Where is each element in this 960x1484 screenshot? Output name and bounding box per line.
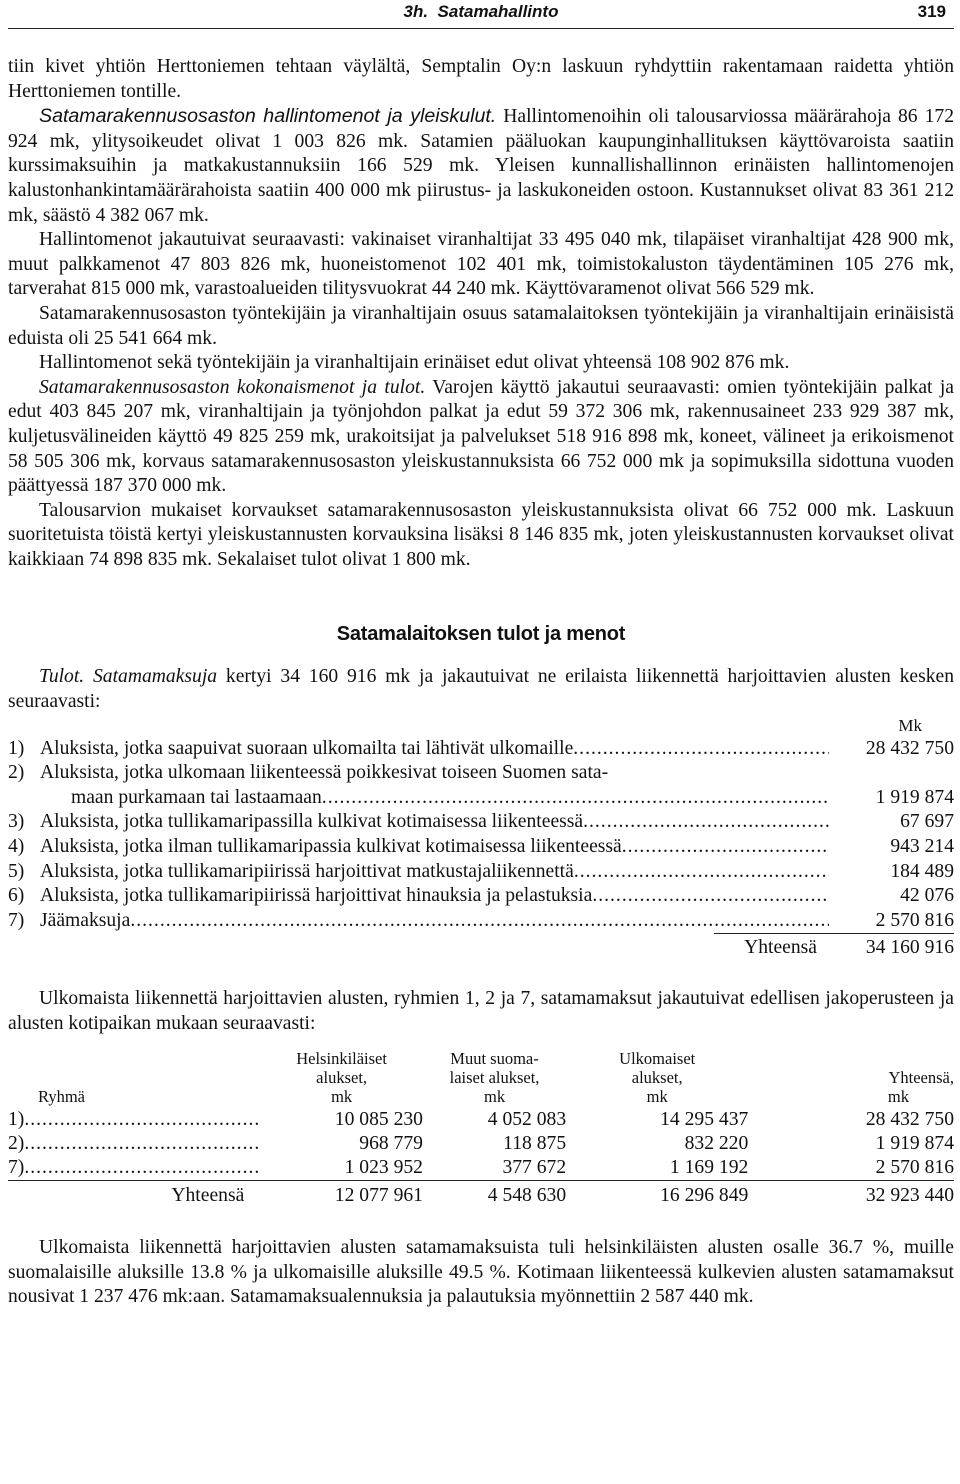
paragraph-6 [8,376,954,499]
cell-ulkomaiset: 832 220 [684,1133,749,1155]
item-text: Aluksista, jotka ilman tullikamaripassia kulkivat kotimaisessa liikenteessä [40,836,622,858]
list-item [8,909,954,934]
total-helsinki: 12 077 961 [260,1181,423,1209]
tulot-paragraph [8,665,954,714]
item-value: 1 919 874 [875,786,954,808]
page-number: 319 [917,2,946,21]
leader-dots [322,786,829,811]
cell-yhteensa: 28 432 750 [865,1109,954,1131]
item-number: 1) [8,737,25,759]
item-value: 943 214 [890,836,954,858]
leader-dots [573,737,829,762]
header-rule [8,28,954,29]
item-value: 28 432 750 [865,737,954,759]
leader-dots [622,835,829,860]
table-total-row [8,1181,954,1209]
leader-dots [24,1157,260,1178]
section-heading: Satamalaitoksen tulot ja menot [336,623,626,646]
item-value: 2 570 816 [875,909,954,931]
closing-text [8,1236,954,1310]
item-text-line-1: Aluksista, jotka ulkomaan liikenteessä poikkesivat toiseen Suomen sata- [40,762,609,784]
cell-ulkomaiset: 1 169 192 [669,1157,749,1179]
tulot-italic-lead: Tulot. Satamamaksuja [39,666,218,688]
col-header-yhteensa: Yhteensä, mk [887,1068,954,1107]
paragraph-6-text: Varojen käyttö jakautui seuraavasti: omien työntekijäin palkat ja edut 403 845 207 mk, viranhaltijain ja työnjohdon palkat ja edut 59 372 306 mk, rakennusaineet 233 929 387 mk, kuljetusvälineiden käyttö 49 825 259 mk, urakoitsijat ja palvelukset 518 916 898 mk, koneet, välineet ja erikoismenot 58 505 306 mk, korvaus satamarakennusosaston yleiskustannuksista 66 752 000 mk ja sopimuksilla sidottuna vuoden päättyessä 187 370 000 mk. [8,376,954,497]
col-header-helsinki: Helsinkiläiset alukset, mk [296,1049,387,1107]
leader-dots [583,810,829,835]
cell-ulkomaiset: 14 295 437 [660,1109,749,1131]
table-header-row [8,1049,954,1108]
item-value: 67 697 [900,811,954,833]
unit-header: Mk [898,715,922,735]
list-item [8,860,954,885]
total-label: Yhteensä [8,1181,260,1209]
cell-helsinki: 968 779 [359,1133,423,1155]
cell-helsinki: 10 085 230 [334,1109,423,1131]
item-text: Aluksista, jotka tullikamaripassilla kulkivat kotimaisessa liikenteessä [40,811,584,833]
paragraph-1: tiin kivet yhtiön Herttoniemen tehtaan väylältä, Semptalin Oy:n laskuun ryhdyttiin rakentamaan raidetta yhtiön Herttoniemen tontille. [8,56,954,102]
cell-yhteensa: 1 919 874 [875,1133,954,1155]
body-text [8,55,954,572]
row-group: 2) [8,1133,25,1155]
tulot-text: kertyi 34 160 916 mk ja jakautuivat ne erilaista liikennettä harjoittavien alusten kesken seuraavasti: [8,666,954,713]
ryhma-intro [8,987,954,1036]
paragraph-6-italic-lead: Satamarakennusosaston kokonaismenot ja tulot. [39,376,426,398]
list-item [8,761,954,810]
leader-dots [130,909,829,934]
paragraph-9: Ulkomaista liikennettä harjoittavien alusten satamamaksuista tuli helsinkiläisten alusten osalle 36.7 %, muille suomalaisille aluksille 13.8 % ja ulkomaisille aluksille 49.5 %. Kotimaan liikenteessä kulkevien alusten satamamaksut nousivat 1 237 476 mk:aan. Satamamaksualennuksia ja palautuksia myönnettiin 2 587 440 mk. [8,1237,954,1308]
item-text: Jäämaksuja [40,909,131,931]
list-item [8,737,954,762]
item-text: Aluksista, jotka saapuivat suoraan ulkomailta tai lähtivät ulkomaille [40,737,574,759]
item-value: 184 489 [890,860,954,882]
tulot-intro [8,665,954,714]
item-number: 7) [8,909,25,931]
table-row [8,1108,954,1132]
item-text-line-2: maan purkamaan tai lastaamaan [71,786,322,808]
list-item [8,810,954,835]
cell-muut: 377 672 [502,1157,567,1179]
cell-yhteensa: 2 570 816 [875,1157,954,1179]
leader-dots [24,1109,260,1130]
paragraph-2 [8,104,954,228]
ryhma-table [8,1049,954,1208]
total-value: 34 160 916 [865,937,954,959]
table-row [8,1132,954,1156]
running-head-title [8,2,954,22]
leader-dots [592,884,829,909]
paragraph-5: Hallintomenot sekä työntekijäin ja viranhaltijain erinäiset edut olivat yhteensä 108 902 876 mk. [39,352,790,374]
cell-muut: 118 875 [503,1133,567,1155]
paragraph-4: Satamarakennusosaston työntekijäin ja viranhaltijain osuus satamalaitoksen työntekijäin ja viranhaltijain erinäisistä eduista oli 25 541 664 mk. [8,302,954,349]
cell-helsinki: 1 023 952 [344,1157,423,1179]
total-rule [714,933,954,934]
row-group: 7) [8,1157,25,1179]
leader-dots [574,860,829,885]
item-number: 4) [8,836,25,858]
total-row [8,936,954,961]
item-text: Aluksista, jotka tullikamaripiirissä harjoittivat matkustajaliikennettä [40,860,574,882]
item-number: 3) [8,811,25,833]
paragraph-2-italic-lead: Satamarakennusosaston hallintomenot ja yleiskulut. [39,105,497,128]
paragraph-7: Talousarvion mukaiset korvaukset satamarakennusosaston yleiskustannuksista olivat 66 752 000 mk. Laskuun suoritetuista töistä kertyi yleiskustannusten korvauksina lisäksi 8 146 835 mk, joten yleiskustannusten korvaukset olivat kaikkiaan 74 898 835 mk. Sekalaiset tulot olivat 1 800 mk. [8,499,954,570]
running-head [8,0,954,28]
col-header-muut: Muut suoma- laiset alukset, mk [449,1049,540,1107]
total-yhteensa: 32 923 440 [748,1181,954,1209]
list-item [8,835,954,860]
section-number: 3h. [403,2,429,21]
item-value: 42 076 [900,885,954,907]
paragraph-3: Hallintomenot jakautuivat seuraavasti: vakinaiset viranhaltijat 33 495 040 mk, tilapäiset viranhaltijat 428 900 mk, muut palkkamenot 47 803 826 mk, huoneistomenot 102 401 mk, toimistokaluston täydentäminen 105 276 mk, tarverahat 815 000 mk, varastoalueiden tilitysvuokrat 44 240 mk. Käyttövaramenot olivat 566 529 mk. [8,229,954,300]
item-number: 5) [8,860,25,882]
col-header-ulkomaiset: Ulkomaiset alukset, mk [619,1049,696,1107]
section-title: Satamahallinto [437,2,559,21]
row-group: 1) [8,1109,25,1131]
list-item [8,884,954,909]
total-label: Yhteensä [744,937,817,959]
paragraph-2-text: Hallintomenoihin oli talousarviossa määrärahoja 86 172 924 mk, ylitysoikeudet olivat 1 003 826 mk. Satamien pääluokan kaupunginhallituksen käyttövaroista saatiin kurssimaksuihin ja matkakustannuksiin 166 529 mk. Yleisen kunnallishallinnon erinäisten hallintomenojen kalustonhankintamäärärahoista saatiin 400 000 mk piirustus- ja laskukoneiden ostoon. Kustannukset olivat 83 361 212 mk, säästö 4 382 067 mk. [8,106,955,226]
item-number: 2) [8,762,25,784]
total-ulkomaiset: 16 296 849 [566,1181,748,1209]
table-row [8,1156,954,1181]
cell-muut: 4 052 083 [487,1109,567,1131]
paragraph-8: Ulkomaista liikennettä harjoittavien alusten, ryhmien 1, 2 ja 7, satamamaksut jakautuivat edellisen jakoperusteen ja alusten kotipaikan mukaan seuraavasti: [8,988,954,1034]
satamamaksut-list [8,715,954,961]
col-header-group: Ryhmä [38,1087,86,1107]
item-number: 6) [8,885,25,907]
total-muut: 4 548 630 [423,1181,566,1209]
leader-dots [24,1133,260,1154]
item-text: Aluksista, jotka tullikamaripiirissä harjoittivat hinauksia ja pelastuksia [40,885,593,907]
